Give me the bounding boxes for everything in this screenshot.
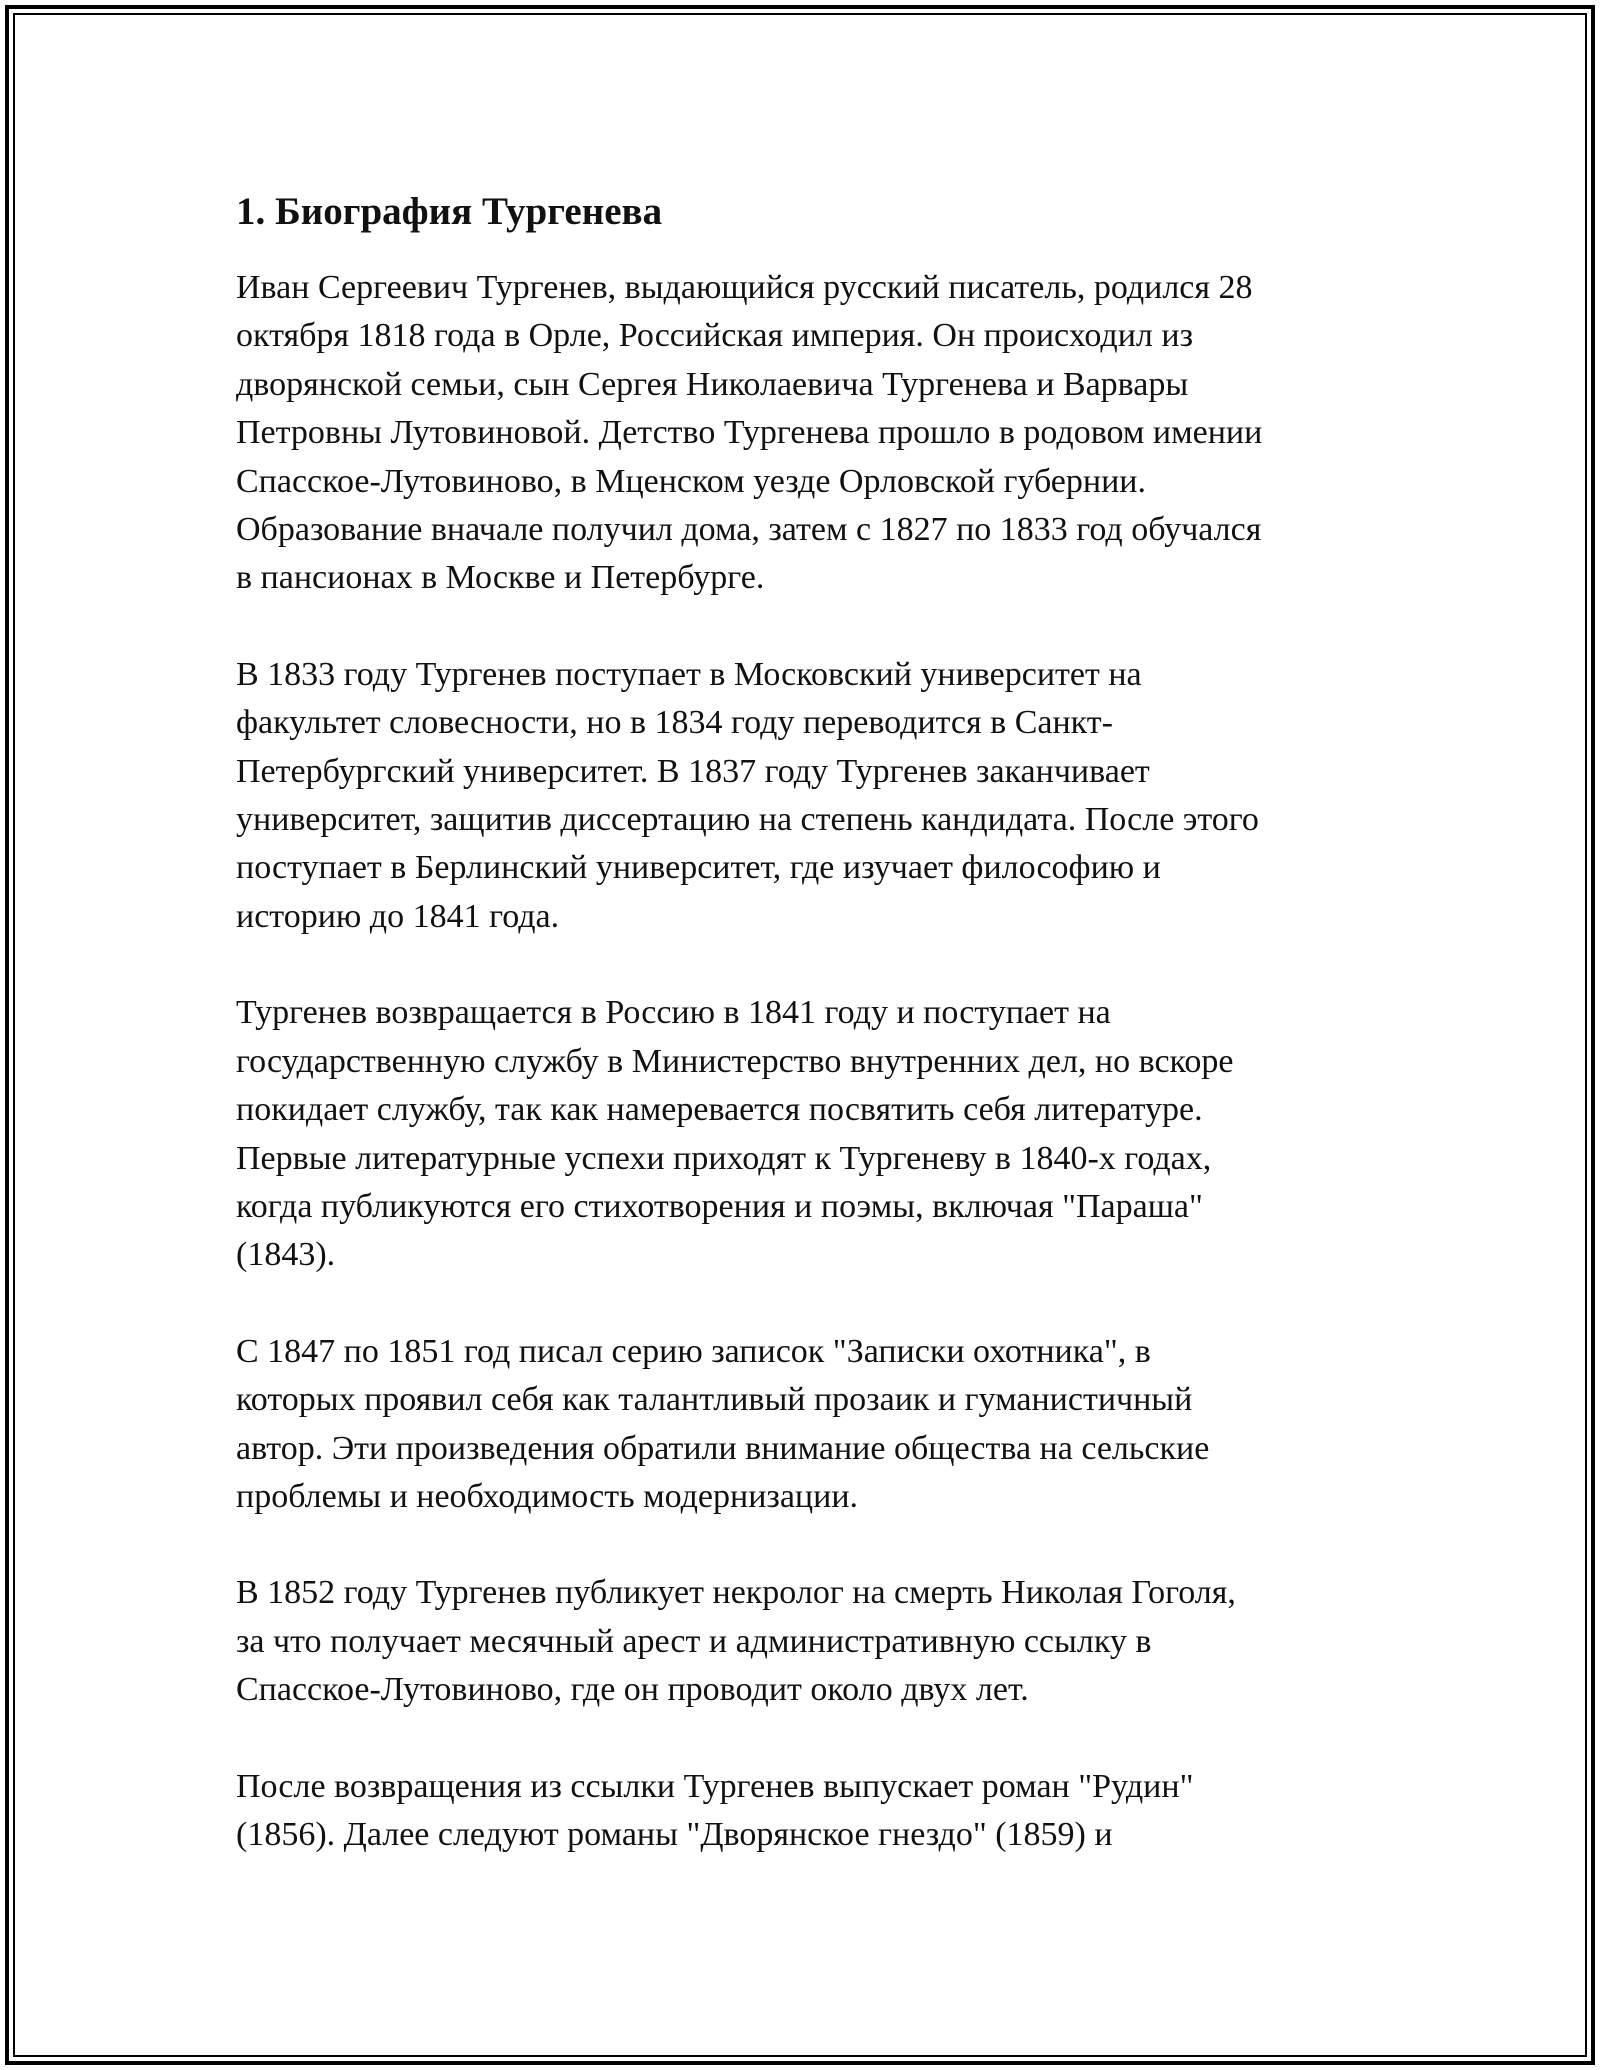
paragraph-hunter-sketches: С 1847 по 1851 год писал серию записок "Записки охотника", в которых проявил себя как талантливый прозаик и гуманистичный автор. Эти произведения обратили внимание общества на сельские проблемы и необходимость модернизации.: [236, 1332, 1210, 1515]
paragraph-university: В 1833 году Тургенев поступает в Московский университет на факультет словесности, но в 1834 году переводится в Санкт- Петербургский университет. В 1837 году Тургенев заканчивает университет, защитив диссертацию на степень кандидата. После этого поступает в Берлинский университет, где изучает философию и историю до 1841 года.: [236, 655, 1259, 935]
paragraph-exile: В 1852 году Тургенев публикует некролог на смерть Николая Гоголя, за что получает месячный арест и административную ссылку в Спасское-Лутовиново, где он проводит около двух лет.: [236, 1574, 1236, 1709]
document-body: [236, 186, 1366, 1907]
paragraph-early-career: Тургенев возвращается в Россию в 1841 году и поступает на государственную службу в Министерство внутренних дел, но вскоре покидает службу, так как намеревается посвятить себя литературе. Первые литературные успехи приходят к Тургеневу в 1840-х годах, когда публикуются его стихотворения и поэмы, включая "Параша" (1843).: [236, 994, 1234, 1274]
section-heading: 1. Биография Тургенева: [236, 190, 663, 233]
paragraph-childhood: Иван Сергеевич Тургенев, выдающийся русский писатель, родился 28 октября 1818 года в Орле, Российская империя. Он происходил из дворянской семьи, сын Сергея Николаевича Тургенева и Варвары Петровны Лутовиновой. Детство Тургенева прошло в родовом имении Спасское-Лутовиново, в Мценском уезде Орловской губернии. Образование вначале получил дома, затем с 1827 по 1833 год обучался в пансионах в Москве и Петербурге.: [236, 269, 1263, 597]
paragraph-novels: После возвращения из ссылки Тургенев выпускает роман "Рудин" (1856). Далее следуют романы "Дворянское гнездо" (1859) и: [236, 1767, 1194, 1853]
